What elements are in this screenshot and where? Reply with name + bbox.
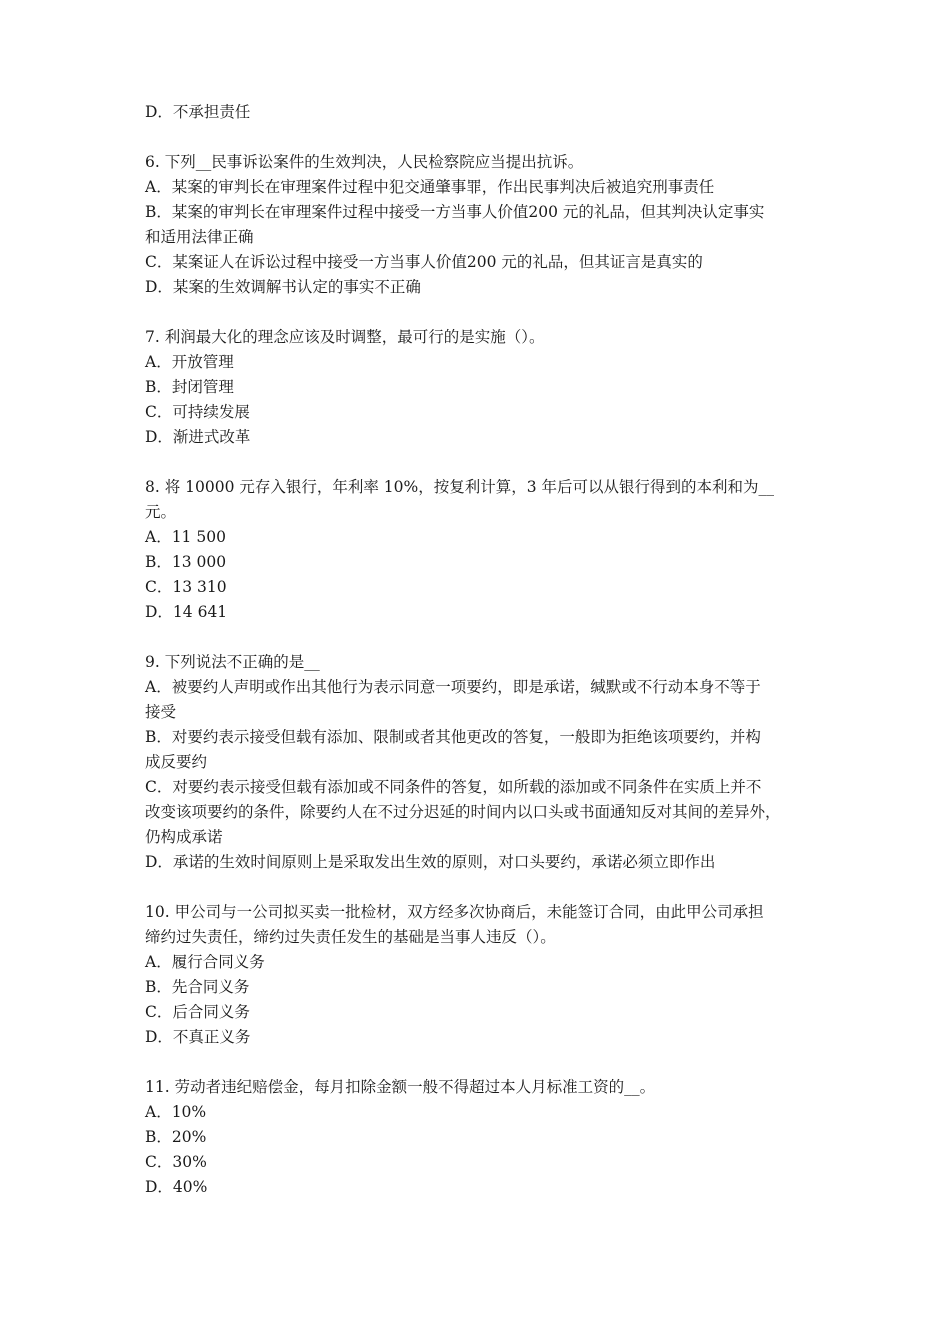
question-8-cont: 元。: [145, 503, 177, 521]
option-a-q9-cont: 接受: [145, 703, 177, 721]
spacer: [145, 300, 817, 325]
option-c-q7: C．可持续发展: [145, 403, 250, 421]
option-d-q5: D．不承担责任: [145, 103, 251, 121]
option-b-q6-cont: 和适用法律正确: [145, 228, 254, 246]
option-a-q8: A．11 500: [145, 528, 226, 546]
spacer: [145, 125, 817, 150]
question-7: 7. 利润最大化的理念应该及时调整，最可行的是实施（）。: [145, 328, 545, 346]
option-d-q8: D．14 641: [145, 603, 228, 621]
spacer: [145, 625, 817, 650]
option-a-q10: A．履行合同义务: [145, 953, 265, 971]
option-c-q6: C．某案证人在诉讼过程中接受一方当事人价值200 元的礼品，但其证言是真实的: [145, 253, 703, 271]
option-c-q10: C．后合同义务: [145, 1003, 250, 1021]
option-d-q9: D．承诺的生效时间原则上是采取发出生效的原则，对口头要约，承诺必须立即作出: [145, 853, 716, 871]
option-d-q10: D．不真正义务: [145, 1028, 251, 1046]
option-b-q9: B．对要约表示接受但载有添加、限制或者其他更改的答复，一般即为拒绝该项要约，并构: [145, 728, 761, 746]
document-page: [145, 100, 817, 1200]
option-b-q10: B．先合同义务: [145, 978, 250, 996]
option-b-q7: B．封闭管理: [145, 378, 234, 396]
option-c-q8: C．13 310: [145, 578, 227, 596]
option-a-q7: A．开放管理: [145, 353, 234, 371]
question-9: 9. 下列说法不正确的是__: [145, 653, 320, 671]
option-d-q7: D．渐进式改革: [145, 428, 251, 446]
question-8: 8. 将 10000 元存入银行，年利率 10%，按复利计算，3 年后可以从银行得到的本利和为__: [145, 478, 775, 496]
question-10-cont: 缔约过失责任，缔约过失责任发生的基础是当事人违反（）。: [145, 928, 556, 946]
option-a-q9: A．被要约人声明或作出其他行为表示同意一项要约，即是承诺，缄默或不行动本身不等于: [145, 678, 761, 696]
spacer: [145, 875, 817, 900]
option-d-q11: D．40%: [145, 1178, 208, 1196]
question-11: 11. 劳动者违纪赔偿金，每月扣除金额一般不得超过本人月标准工资的__。: [145, 1078, 656, 1096]
option-c-q9-cont-2: 仍构成承诺: [145, 828, 223, 846]
option-b-q9-cont: 成反要约: [145, 753, 208, 771]
spacer: [145, 450, 817, 475]
option-c-q9: C．对要约表示接受但载有添加或不同条件的答复，如所载的添加或不同条件在实质上并不: [145, 778, 762, 796]
option-d-q6: D．某案的生效调解书认定的事实不正确: [145, 278, 421, 296]
question-10: 10. 甲公司与一公司拟买卖一批检材，双方经多次协商后，未能签订合同，由此甲公司承担: [145, 903, 764, 921]
option-a-q11: A．10%: [145, 1103, 207, 1121]
spacer: [145, 1050, 817, 1075]
question-6: 6. 下列__民事诉讼案件的生效判决，人民检察院应当提出抗诉。: [145, 153, 584, 171]
option-b-q8: B．13 000: [145, 553, 227, 571]
option-c-q9-cont: 改变该项要约的条件，除要约人在不过分迟延的时间内以口头或书面通知反对其间的差异外，: [145, 803, 781, 821]
option-c-q11: C．30%: [145, 1153, 207, 1171]
option-b-q6: B．某案的审判长在审理案件过程中接受一方当事人价值200 元的礼品，但其判决认定事实: [145, 203, 765, 221]
option-b-q11: B．20%: [145, 1128, 207, 1146]
option-a-q6: A．某案的审判长在审理案件过程中犯交通肇事罪，作出民事判决后被追究刑事责任: [145, 178, 715, 196]
